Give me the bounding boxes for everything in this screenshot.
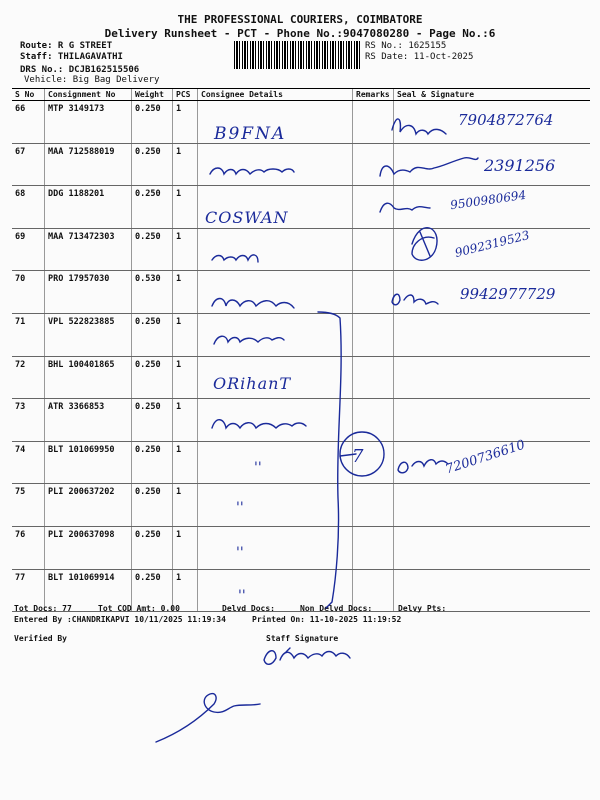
circled-count: 7 (352, 446, 364, 467)
runsheet-title: THE PROFESSIONAL COURIERS, COIMBATORE (177, 13, 423, 26)
row-sno: 74 (12, 441, 45, 484)
non-delivered-docs: Non Delvd Docs: (300, 604, 373, 613)
phone-handwriting-69: 9092319523 (453, 227, 531, 261)
delivery-points: Delvy Pts: (398, 604, 447, 613)
row-sno: 70 (12, 271, 45, 314)
row-pcs: 1 (173, 313, 198, 356)
row-sno: 69 (12, 228, 45, 271)
consignee-handwriting-66: B9FNA (214, 124, 287, 144)
row-weight: 0.250 (132, 101, 173, 144)
col-consignment: Consignment No (45, 89, 132, 101)
consignee-handwriting-73: ORihanT (213, 374, 292, 393)
row-sno: 67 (12, 143, 45, 186)
row-consignee-details (198, 526, 353, 569)
row-consignee-details (198, 143, 353, 186)
row-remarks (353, 101, 394, 144)
row-remarks (353, 186, 394, 229)
row-remarks (353, 143, 394, 186)
rs-date: RS Date: 11-Oct-2025 (365, 52, 474, 62)
row-consignment-no: PLI 200637202 (45, 484, 132, 527)
row-pcs: 1 (173, 484, 198, 527)
row-consignment-no: BLT 101069950 (45, 441, 132, 484)
row-consignment-no: BLT 101069914 (45, 569, 132, 612)
route-label: Route: R G STREET (20, 41, 113, 51)
ditto-mark-74: '' (254, 460, 262, 476)
row-remarks (353, 356, 394, 399)
table-header-row (12, 89, 590, 101)
row-remarks (353, 484, 394, 527)
row-consignment-no: DDG 1188201 (45, 186, 132, 229)
staff-signature-label: Staff Signature (266, 634, 339, 643)
phone-handwriting-67: 2391256 (484, 156, 556, 175)
row-pcs: 1 (173, 356, 198, 399)
row-weight: 0.250 (132, 356, 173, 399)
col-sno: S No (12, 89, 45, 101)
row-weight: 0.250 (132, 228, 173, 271)
row-seal-signature (394, 313, 591, 356)
row-seal-signature (394, 356, 591, 399)
row-remarks (353, 228, 394, 271)
row-pcs: 1 (173, 399, 198, 442)
row-pcs: 1 (173, 569, 198, 612)
staff-label: Staff: THILAGAVATHI (20, 52, 123, 62)
row-pcs: 1 (173, 101, 198, 144)
verified-by-label: Verified By (14, 634, 67, 643)
table-row (12, 484, 590, 527)
row-remarks (353, 399, 394, 442)
row-consignee-details (198, 228, 353, 271)
row-weight: 0.250 (132, 569, 173, 612)
col-weight: Weight (132, 89, 173, 101)
row-weight: 0.530 (132, 271, 173, 314)
consignee-handwriting-68: COSWAN (205, 208, 289, 227)
row-consignee-details (198, 271, 353, 314)
ditto-mark-76: '' (236, 545, 244, 561)
row-sno: 68 (12, 186, 45, 229)
row-consignment-no: MTP 3149173 (45, 101, 132, 144)
row-seal-signature (394, 399, 591, 442)
row-consignment-no: PRO 17957030 (45, 271, 132, 314)
verified-signature (156, 694, 260, 742)
row-sno: 73 (12, 399, 45, 442)
row-pcs: 1 (173, 526, 198, 569)
row-consignment-no: PLI 200637098 (45, 526, 132, 569)
col-remarks: Remarks (353, 89, 394, 101)
row-remarks (353, 271, 394, 314)
phone-handwriting-66: 7904872764 (458, 111, 554, 129)
row-weight: 0.250 (132, 399, 173, 442)
row-sno: 66 (12, 101, 45, 144)
row-consignment-no: BHL 100401865 (45, 356, 132, 399)
row-sno: 71 (12, 313, 45, 356)
row-sno: 76 (12, 526, 45, 569)
row-weight: 0.250 (132, 186, 173, 229)
row-pcs: 1 (173, 228, 198, 271)
vehicle-label: Vehicle: Big Bag Delivery (24, 75, 160, 85)
ditto-mark-75: '' (236, 500, 244, 516)
barcode (234, 41, 360, 69)
table-row (12, 356, 590, 399)
ditto-mark-77: '' (238, 588, 246, 604)
row-sno: 77 (12, 569, 45, 612)
phone-handwriting-68: 9500980694 (449, 187, 527, 213)
col-consignee: Consignee Details (198, 89, 353, 101)
row-remarks (353, 313, 394, 356)
row-consignee-details (198, 313, 353, 356)
delivered-docs: Delvd Docs: (222, 604, 275, 613)
row-weight: 0.250 (132, 143, 173, 186)
total-docs: Tot Docs: 77 (14, 604, 72, 613)
phone-handwriting-70: 9942977729 (460, 285, 556, 303)
col-seal-signature: Seal & Signature (394, 89, 591, 101)
table-row (12, 526, 590, 569)
row-pcs: 1 (173, 271, 198, 314)
table-row (12, 313, 590, 356)
row-seal-signature (394, 526, 591, 569)
row-consignment-no: MAA 713472303 (45, 228, 132, 271)
row-weight: 0.250 (132, 441, 173, 484)
row-seal-signature (394, 484, 591, 527)
total-cod: Tot COD Amt: 0.00 (98, 604, 180, 613)
phone-handwriting-74: 7200736610 (443, 437, 528, 478)
row-remarks (353, 526, 394, 569)
printed-on: Printed On: 11-10-2025 11:19:52 (252, 615, 402, 624)
row-weight: 0.250 (132, 484, 173, 527)
col-pcs: PCS (173, 89, 198, 101)
row-consignee-details (198, 484, 353, 527)
rs-number: RS No.: 1625155 (365, 41, 447, 51)
row-sno: 75 (12, 484, 45, 527)
row-consignment-no: MAA 712588019 (45, 143, 132, 186)
row-pcs: 1 (173, 441, 198, 484)
row-pcs: 1 (173, 143, 198, 186)
row-consignment-no: ATR 3366853 (45, 399, 132, 442)
row-consignment-no: VPL 522823885 (45, 313, 132, 356)
entered-by: Entered By :CHANDRIKAPVI 10/11/2025 11:19:34 (14, 615, 226, 624)
row-consignee-details (198, 399, 353, 442)
runsheet-subtitle: Delivery Runsheet - PCT - Phone No.:9047080280 - Page No.:6 (104, 27, 496, 40)
row-sno: 72 (12, 356, 45, 399)
row-consignee-details (198, 441, 353, 484)
staff-signature (264, 648, 350, 664)
drs-number: DRS No.: DCJB162515506 (20, 65, 140, 75)
row-weight: 0.250 (132, 313, 173, 356)
row-pcs: 1 (173, 186, 198, 229)
table-row (12, 399, 590, 442)
row-weight: 0.250 (132, 526, 173, 569)
